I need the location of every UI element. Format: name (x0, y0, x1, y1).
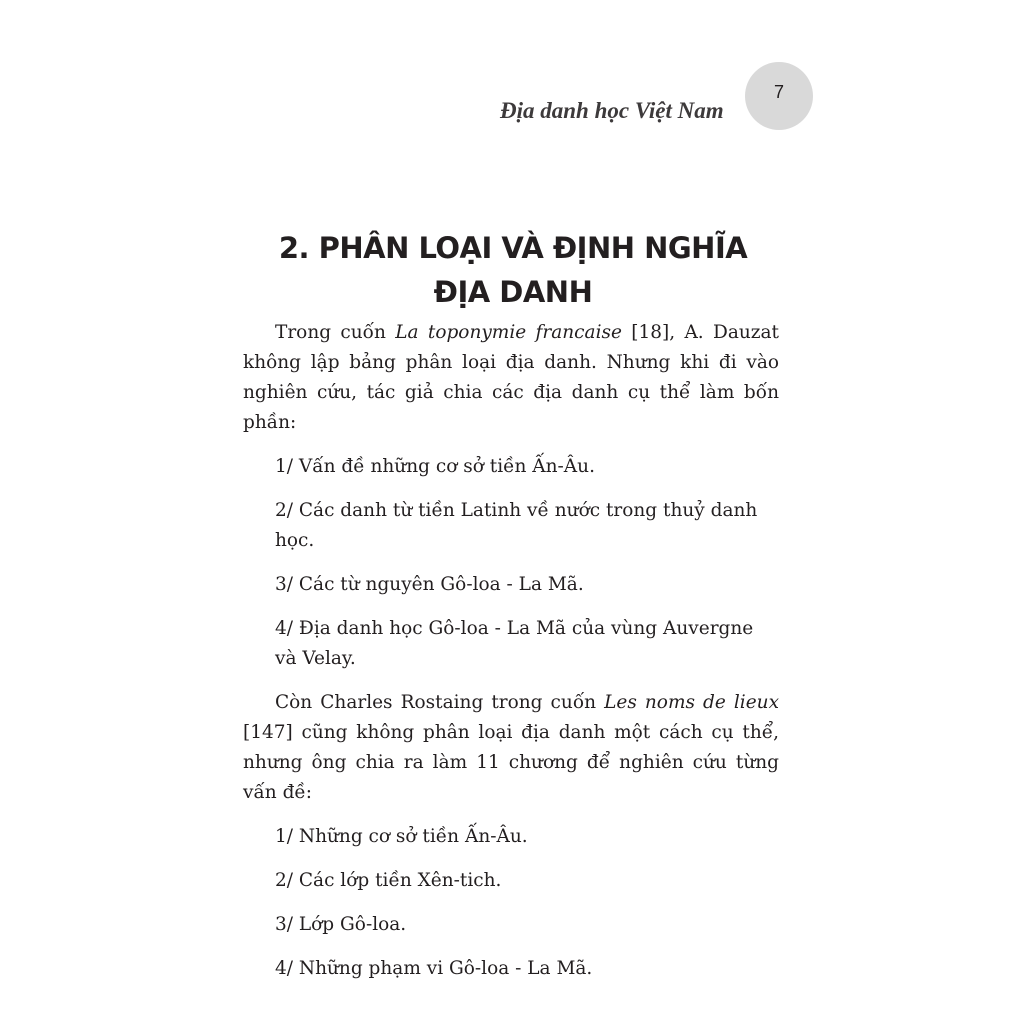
running-header-title: Địa danh học Việt Nam (500, 98, 724, 123)
list-item: 2/ Các lớp tiền Xên-tich. (275, 870, 502, 891)
chapter-title (240, 226, 786, 314)
book-title-les-noms-de-lieux: Les noms de lieux (604, 692, 779, 713)
list-item: 2/ Các danh từ tiền Latinh về nước trong thuỷ danh học. (275, 500, 758, 551)
book-title-la-toponymie: La toponymie francaise (395, 322, 622, 343)
list-item: 1/ Những cơ sở tiền Ấn-Âu. (275, 826, 528, 847)
paragraph-rostaing-prefix: Còn Charles Rostaing trong cuốn (275, 692, 605, 713)
chapter-title-line-2: ĐỊA DANH (433, 275, 593, 309)
chapter-title-line-1: 2. PHÂN LOẠI VÀ ĐỊNH NGHĨA (278, 231, 748, 265)
paragraph-dauzat (243, 318, 779, 438)
paragraph-dauzat-suffix: [18], A. Dauzat không lập bảng phân loại địa danh. Nhưng khi đi vào nghiên cứu, tác giả chia các địa danh cụ thể làm bốn phần: (243, 322, 779, 433)
list-item: 3/ Lớp Gô-loa. (275, 914, 407, 935)
paragraph-dauzat-prefix: Trong cuốn (275, 322, 396, 343)
list-item: 4/ Địa danh học Gô-loa - La Mã của vùng Auvergne và Velay. (275, 618, 754, 669)
list-item: 4/ Những phạm vi Gô-loa - La Mã. (275, 958, 593, 979)
paragraph-rostaing-suffix: [147] cũng không phân loại địa danh một cách cụ thể, nhưng ông chia ra làm 11 chương để nghiên cứu từng vấn đề: (243, 722, 779, 803)
page-number: 7 (773, 82, 784, 102)
paragraph-rostaing (243, 688, 779, 808)
list-item: 3/ Các từ nguyên Gô-loa - La Mã. (275, 574, 584, 595)
page-number-badge (745, 62, 813, 130)
list-item: 1/ Vấn đề những cơ sở tiền Ấn-Âu. (275, 456, 595, 477)
body-text (243, 318, 779, 998)
